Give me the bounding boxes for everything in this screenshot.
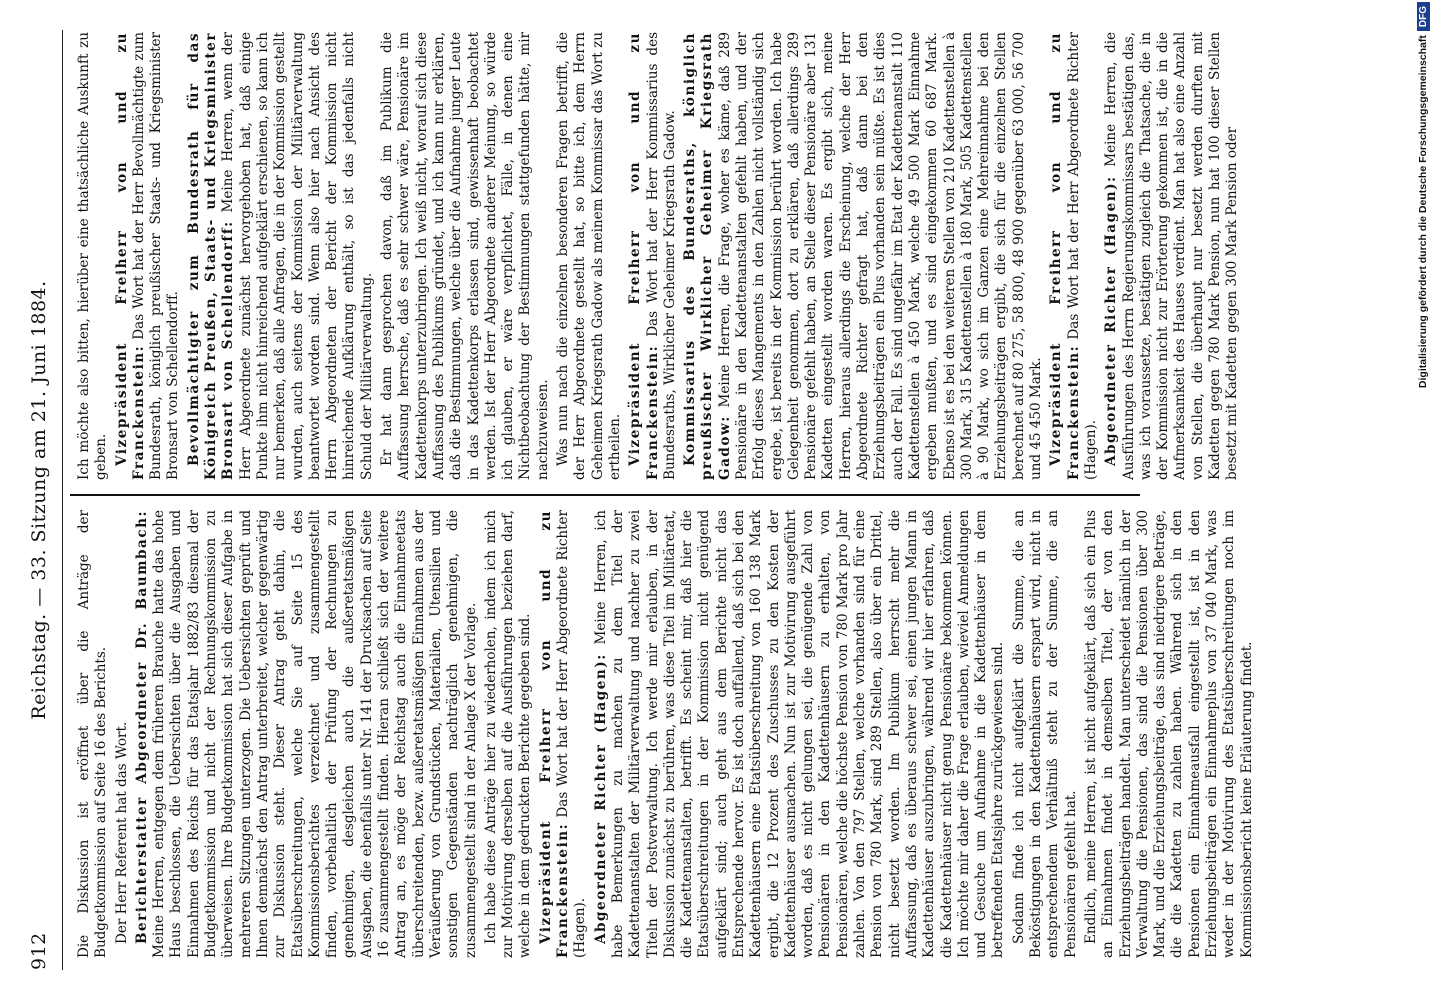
speaker-name: Abgeordneter Richter (Hagen): bbox=[1103, 175, 1120, 466]
credit-text: Digitalisierung gefördert durch die Deutsche Forschungsgemeinschaft bbox=[1417, 35, 1429, 389]
paragraph-text: Endlich, meine Herren, ist nicht aufgeklärt, daß sich ein Plus an Einnahmen findet in demselben Titel, der von den Erziehungsbeiträgen handelt. Man unterscheidet nämlich in der Verwaltung die Pensionen, das sind die Pensionen über 300 Mark, und die Erziehungsbeiträge, das sind niedrigere Beträge, die die Kadetten zu zahlen haben. Während sich in den Pensionen ein Einnahmeausfall eingestellt ist, ist in den Erziehungsbeiträgen ein Einnahmeplus von 37 040 Mark, was weder in der Motivirung des Etatsüberschreitungen noch im Kommissionsbericht keine Erläuterung findet. bbox=[1082, 510, 1255, 958]
paragraph bbox=[627, 32, 679, 480]
paragraph bbox=[379, 32, 552, 480]
paragraph bbox=[1011, 510, 1080, 958]
paragraph-text: Das Wort hat der Herr Bevollmächtigte zum Bundesrath, königlich preußischer Staats- und Kriegsminister Bronsart von Schellendorff. bbox=[130, 32, 182, 480]
paragraph bbox=[682, 32, 1045, 480]
paragraph-text: Ich habe diese Anträge hier zu wiederholen, indem ich mich zur Motivirung derselben auf die Ausführungen beziehen darf, welche in dem gedruckten Berichte gegeben sind. bbox=[482, 510, 534, 958]
speaker-name: Vizepräsident Freiherr von und zu Franckenstein: bbox=[1048, 32, 1082, 480]
running-title: Reichstag. — 33. Sitzung am 21. Juni 1884. bbox=[28, 280, 50, 720]
column-divider bbox=[70, 494, 1140, 496]
dfg-logo: DFG bbox=[1417, 2, 1430, 31]
text-column-right bbox=[76, 31, 1241, 480]
paragraph-text: Der Herr Referent hat das Wort. bbox=[113, 721, 130, 944]
paragraph-text: Ich möchte also bitten, hierüber eine thatsächliche Auskunft zu geben. bbox=[76, 32, 110, 480]
paragraph bbox=[555, 32, 624, 480]
paragraph-text: Was nun nach die einzelnen besonderen Fragen betrifft, die der Herr Abgeordnete gestellt hat, so bitte ich, dem Herrn Geheimen Kriegsrath Gadow als meinem Kommissar das Wort zu ertheilen. bbox=[555, 32, 623, 480]
speaker-name: Vizepräsident Freiherr von und zu Franckenstein: bbox=[113, 32, 147, 480]
paragraph-text: Meine Herren, ich habe Bemerkungen zu machen zu dem Titel der Kadettenanstalten der Militärverwaltung und nachher zu zwei Titeln der Postverwaltung. Ich werde mir erlauben, in der Diskussion zunächst zu berühren, was diese Titel im Militäretat, die Kadettenanstalten, betrifft. Es scheint mir, daß hier die Etatsüberschreitungen in der Kommission nicht genügend aufgeklärt sind; auch geht aus dem Berichte nicht das Entsprechende hervor. Es ist doch auffallend, daß sich bei den Kadettenhäusern eine Etatsüberschreitung von 160 138 Mark ergibt, die 12 Prozent des Zuschusses zu den Kosten der Kadettenhäuser ausmachen. Nun ist zur Motivirung ausgeführt worden, daß es nicht gelungen sei, die genügende Zahl von Pensionären in den Kadettenhäusern zu erhalten, von Pensionären, welche die höchste Pension von 780 Mark pro Jahr zahlen. Von den 797 Stellen, welche vorhanden sind für eine Pension von 780 Mark, sind 289 Stellen, also über ein Drittel, nicht besetzt worden. Im Publikum herrscht mehr die Auffassung, daß es überaus schwer sei, einen jungen Mann in Kadettenhäuser auszubringen, während wir hier erfahren, daß die Kadettenhäuser nicht genug Pensionäre bekommen können. Ich möchte mir daher die Frage erlauben, wieviel Anmeldungen und Gesuche um Aufnahme in die Kadettenhäuser in dem betreffenden Etatsjahre zurückgewiesen sind. bbox=[592, 510, 1007, 958]
speaker-name: Berichterstatter Abgeordneter Dr. Baumbach: bbox=[133, 510, 150, 944]
paragraph bbox=[1048, 32, 1100, 480]
speaker-name: Bevollmächtigter zum Bundesrath für das Königreich Preußen, Staats- und Kriegsminister Bronsart von Schellendorff: bbox=[185, 32, 237, 480]
paragraph-text: Das Wort hat der Herr Abgeordnete Richter (Hagen). bbox=[1065, 32, 1099, 480]
paragraph bbox=[1103, 32, 1241, 480]
paragraph bbox=[76, 510, 111, 958]
paragraph-text: Meine Herren, die Frage, woher es käme, daß 289 Pensionäre in den Kadettenanstalten gefehlt haben, und der Erfolg dieses Mangements in den Zahlen nicht vollständig sich ergebe, ist bereits in der Kommission berührt worden. Ich habe Gelegenheit genommen, dort zu erklären, daß allerdings 289 Pensionäre gefehlt haben, an Stelle dieser Pensionäre aber 131 Kadetten eingestellt worden waren. Es ergibt sich, meine Herren, hieraus allerdings die Erscheinung, welche der Herr Abgeordnete Richter gefragt hat, daß dann bei den Erziehungsbeiträgen ein Plus vorhanden sein müßte. Es ist dies auch der Fall. Es sind ungefähr im Etat der Kadettenanstalt 110 Kadettenstellen à 450 Mark, welche 49 500 Mark Einnahme ergeben mußten, und es sind eingekommen 60 687 Mark. Ebenso ist es bei den weiteren Stellen von 210 Kadettenstellen à 300 Mark, 315 Kadettenstellen à 180 Mark, 505 Kadettenstellen à 90 Mark, wo sich im Ganzen eine Mehreinnahme bei den Erziehungsbeiträgen ergibt, die sich für die einzelnen Stellen berechnet auf 80 275, 58 800, 48 900 gegenüber 63 000, 56 700 und 45 450 Mark. bbox=[716, 32, 1045, 480]
speaker-name: Vizepräsident Freiherr von und zu Franckenstein: bbox=[627, 32, 661, 480]
text-column-left bbox=[76, 510, 1255, 958]
page-number: 912 bbox=[28, 932, 50, 970]
paragraph-text: Meine Herren, wenn der Herr Abgeordnete zunächst hervorgehoben hat, daß einige Punkte ihm nicht hinreichend aufgeklärt erschienen, so kann ich nur bemerken, daß alle Anfragen, die in der Kommission gestellt wurden, auch seitens der Kommission der Militärverwaltung beantwortet worden sind. Wenn also hier nach Ansicht des Herrn Abgeordneten der Bericht der Kommission nicht hinreichende Aufklärung enthält, so ist das jedenfalls nicht Schuld der Militärverwaltung. bbox=[220, 32, 375, 480]
paragraph bbox=[186, 32, 376, 480]
paragraph bbox=[134, 510, 480, 958]
paragraph-text: Meine Herren, die Ausführungen des Herrn Regierungskommissars bestätigen das, was ich voraussetze, bestätigen zugleich die Thatsache, die in der Kommission nicht zur Erörterung gekommen ist, die in die Aufmerksamkeit des Hauses verdient. Man hat also eine Anzahl von Stellen, die überhaupt nur besetzt werden durften mit Kadetten gegen 780 Mark Pension, nun hat 100 dieser Stellen besetzt mit Kadetten gegen 300 Mark Pension oder bbox=[1103, 31, 1241, 480]
paragraph bbox=[538, 510, 590, 958]
paragraph bbox=[483, 510, 535, 958]
paragraph bbox=[114, 32, 183, 480]
paragraph-text: Sodann finde ich nicht aufgeklärt die Summe, die an Beköstigungen in den Kadettenhäusern erspart wird, nicht in entsprechendem Verhältniß steht zu der Summe, die an Pensionären gefehlt hat. bbox=[1010, 510, 1079, 958]
header-rule bbox=[62, 30, 63, 970]
paragraph-text: Die Diskussion ist eröffnet über die Anträge der Budgetkommission auf Seite 16 des Berichts. bbox=[76, 510, 110, 958]
running-header bbox=[28, 30, 62, 970]
speaker-name: Abgeordneter Richter (Hagen): bbox=[592, 653, 609, 944]
digitization-credit bbox=[1412, 2, 1432, 622]
paragraph bbox=[76, 32, 111, 480]
paragraph-text: Er hat dann gesprochen davon, daß im Publikum die Auffassung herrsche, daß es sehr schwer wäre, Pensionäre im Kadettenkorps unterzubringen. Ich weiß nicht, worauf sich diese Auffassung des Publikums gründet, und ich kann nur erklären, daß die Bestimmungen, welche über die Aufnahme junger Leute in das Kadettenkorps erlassen sind, gewissenhaft beobachtet werden. Ist der Herr Abgeordnete anderer Meinung, so würde ich glauben, er wäre verpflichtet, Fälle, in denen eine Nichtbeobachtung der Bestimmungen stattgefunden hätte, mir nachzuweisen. bbox=[379, 32, 551, 480]
speaker-name: Vizepräsident Freiherr von und zu Franckenstein: bbox=[537, 510, 572, 958]
speaker-name: Kommissarius des Bundesraths, königlich preußischer Wirklicher Geheimer Kriegsrath Gadow: bbox=[682, 32, 733, 480]
paragraph-text: Das Wort hat der Herr Abgeordnete Richter (Hagen). bbox=[555, 510, 589, 958]
paragraph bbox=[593, 510, 1008, 958]
paragraph bbox=[1083, 510, 1256, 958]
credit-line bbox=[1414, 2, 1432, 622]
paragraph-text: Meine Herren, entgegen dem früheren Brauche hatte das hohe Haus beschlossen, die Uebersichten über die Ausgaben und Einnahmen des Reichs für das Etatsjahr 1882/83 diesmal der Budgetkommission und nicht der Rechnungskommission zu überweisen. Ihre Budgetkommission hat sich dieser Aufgabe in mehreren Sitzungen unterzogen. Die Uebersichten geprüft und Ihnen demnächst den Antrag unterbreitet, welcher gegenwärtig zur Diskussion steht. Dieser Antrag geht dahin, die Etatsüberschreitungen, welche Sie auf Seite 15 des Kommissionsberichtes verzeichnet und zusammengestellt finden, vorbehaltlich der Prüfung der Rechnungen zu genehmigen, desgleichen auch die außeretatsmäßigen Ausgaben, die ebenfalls unter Nr. 141 der Drucksachen auf Seite 16 zusammengestellt finden. Hieran schließt sich der weitere Antrag an, es möge der Reichstag auch die Einnahmeetats überschreitenden, bezw. außeretatsmäßigen Einnahmen aus der Veräußerung von Grundstücken, Materialien, Utensilien und sonstigen Gegenständen nachträglich genehmigen, die zusammengestellt sind in der Anlage X der Vorlage. bbox=[151, 510, 479, 958]
paragraph-text: Das Wort hat der Herr Kommissarius des Bundesraths, Wirklicher Geheimer Kriegsrath Gadow. bbox=[644, 32, 678, 480]
paragraph bbox=[114, 510, 131, 958]
